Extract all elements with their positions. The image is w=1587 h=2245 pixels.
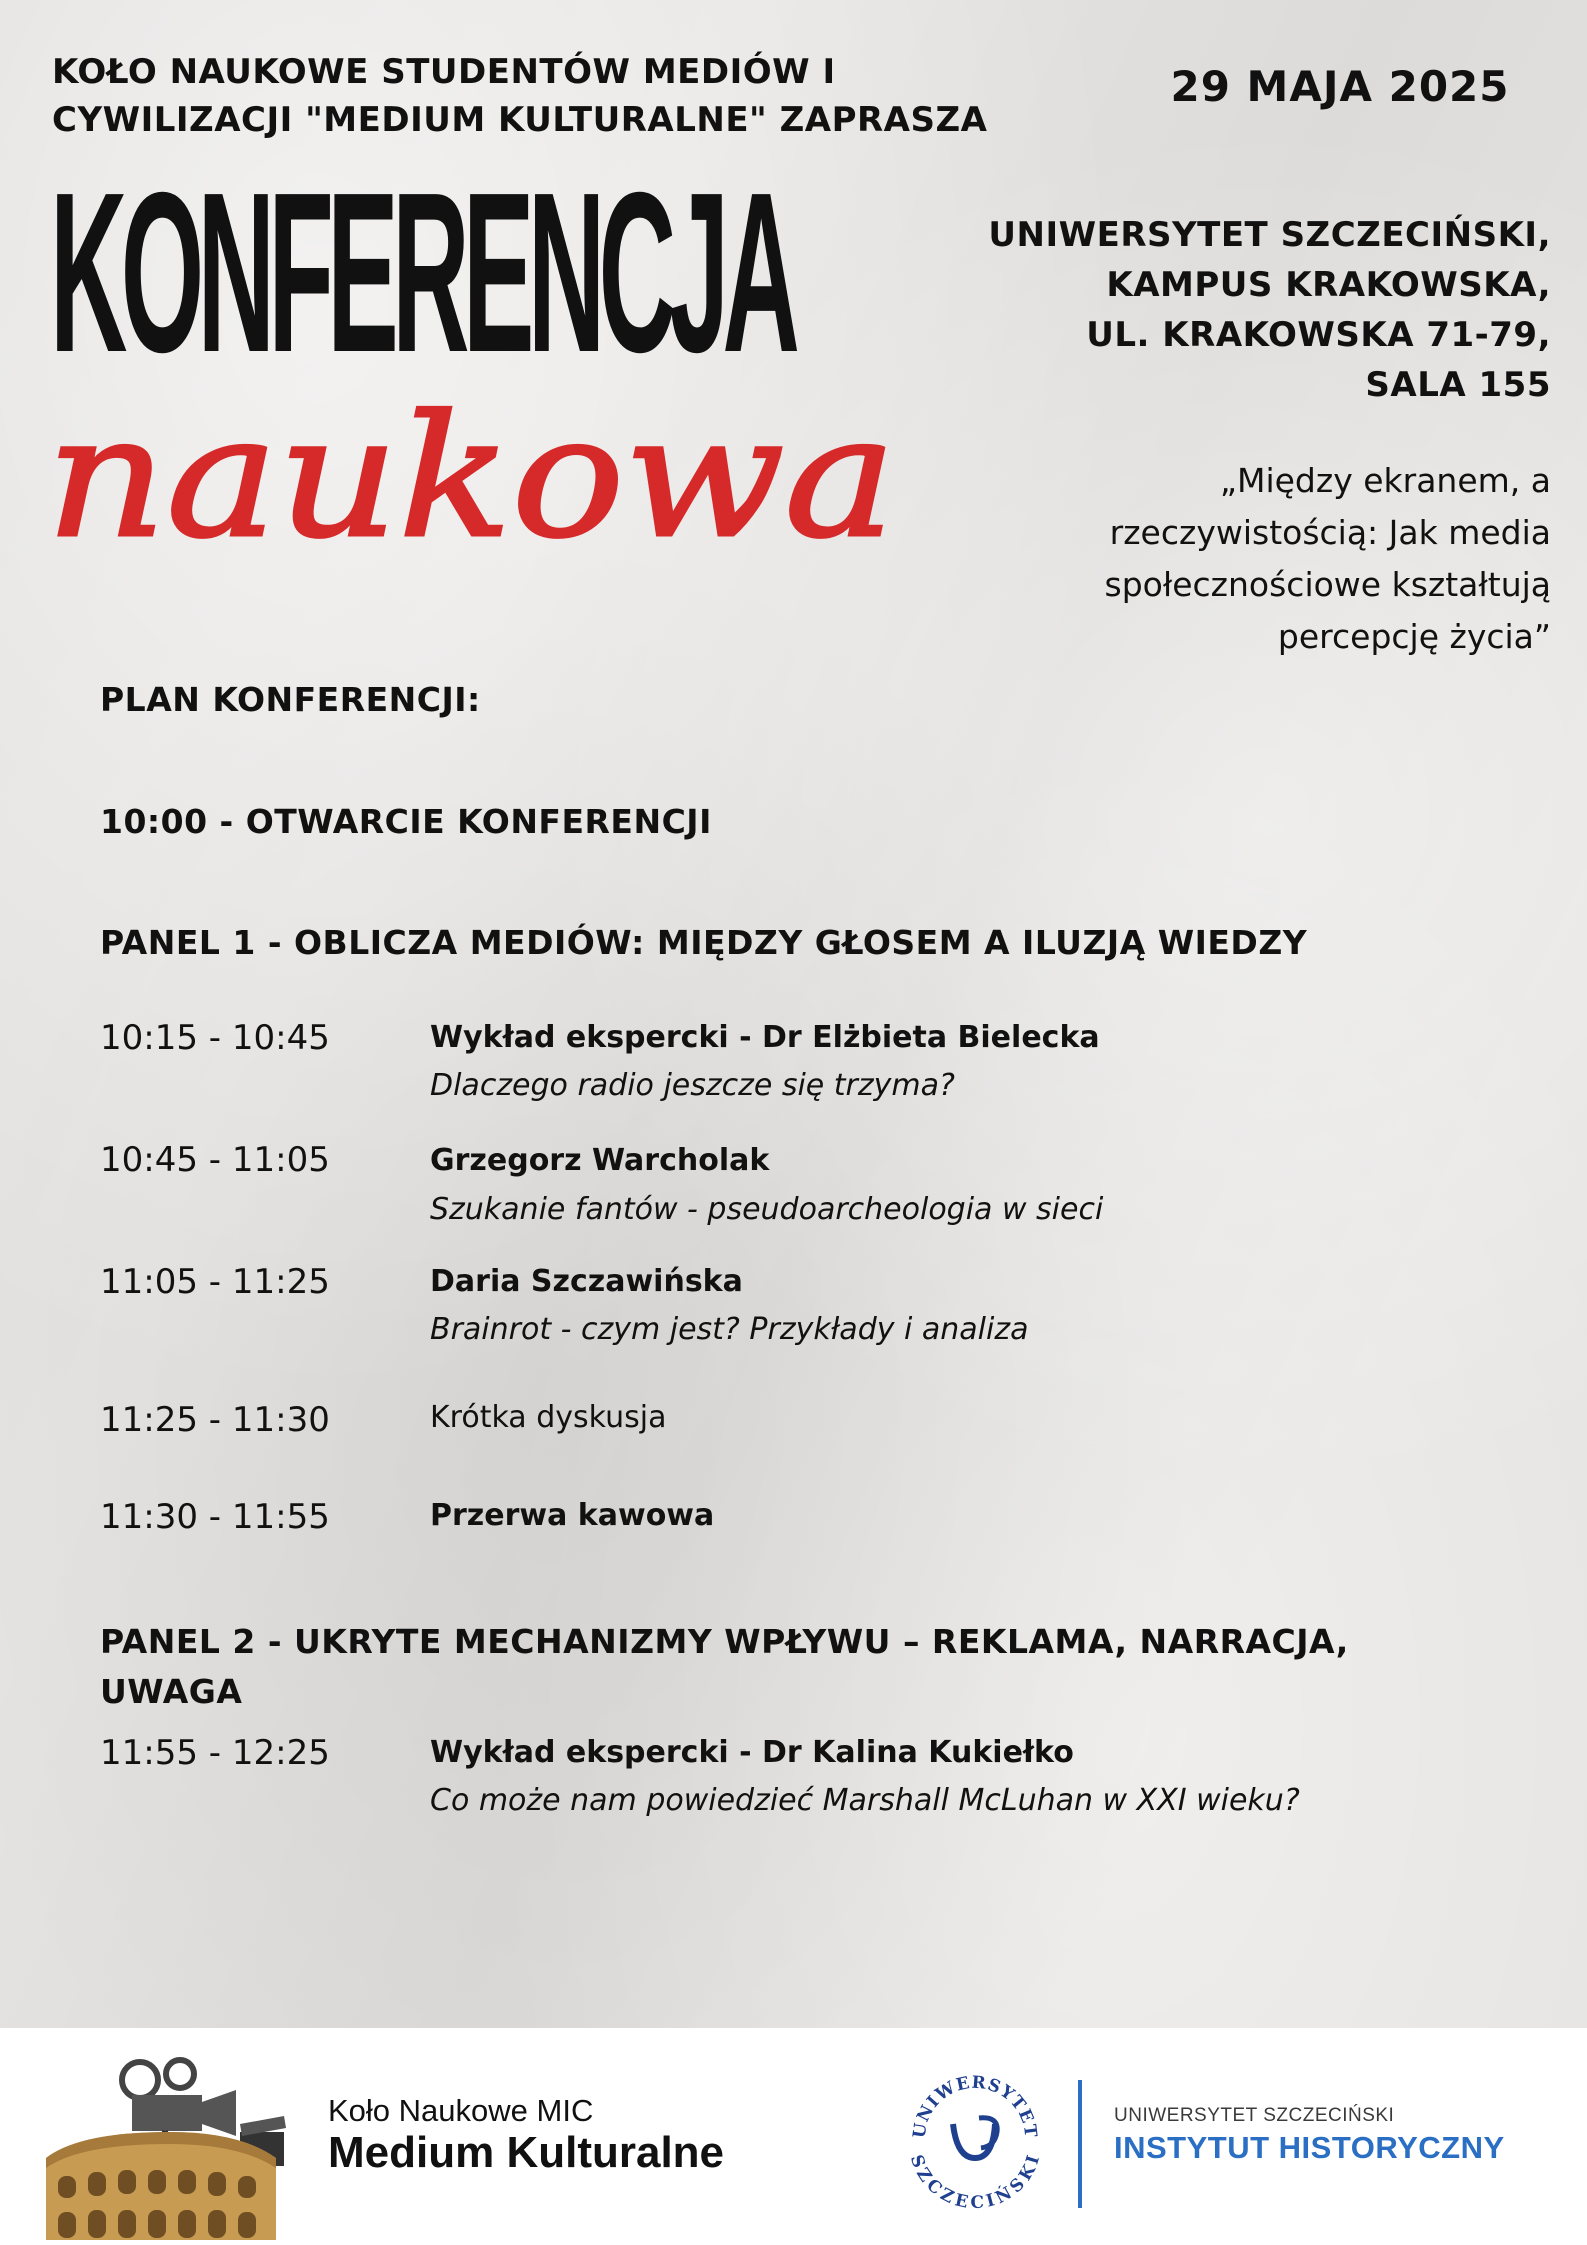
schedule-title: Wykład ekspercki - Dr Kalina Kukiełko [430,1735,1074,1770]
schedule-time: 11:55 - 12:25 [100,1733,330,1773]
colosseum-with-film-camera-icon [40,2040,302,2240]
address-line-1: UNIWERSYTET SZCZECIŃSKI, [988,215,1551,255]
title-main: KONFERENCJA [50,146,794,400]
seal-text-top: UNIWERSYTET [909,2072,1041,2140]
seal-text-bottom: SZCZECIŃSKI [905,2152,1045,2214]
organizer-line-1: KOŁO NAUKOWE STUDENTÓW MEDIÓW I [52,52,836,92]
title-script [40,385,920,595]
theme-line-3: społecznościowe kształtują [1104,565,1551,604]
address-line-3: UL. KRAKOWSKA 71-79, [1086,315,1551,355]
schedule-title: Przerwa kawowa [430,1498,715,1533]
panel-2-heading [100,1617,1540,1717]
plan-label: PLAN KONFERENCJI: [100,680,481,719]
schedule-title: Krótka dyskusja [430,1400,667,1435]
schedule-subtitle: Co może nam powiedzieć Marshall McLuhan w XXI wieku? [430,1783,1300,1818]
panel-2-heading-line-2: UWAGA [100,1672,243,1711]
schedule-title: Wykład ekspercki - Dr Elżbieta Bielecka [430,1020,1100,1055]
organizer-line-2: CYWILIZACJI "MEDIUM KULTURALNE" ZAPRASZA [52,100,988,140]
theme-line-1: „Między ekranem, a [1219,461,1551,500]
svg-text:UNIWERSYTET [910,2073,1041,2140]
schedule-subtitle: Dlaczego radio jeszcze się trzyma? [430,1068,955,1103]
svg-text:SZCZECIŃSKI [906,2152,1045,2213]
institute-name: INSTYTUT HISTORYCZNY [1114,2130,1505,2165]
schedule-time: 11:25 - 11:30 [100,1400,330,1440]
schedule-time: 11:05 - 11:25 [100,1262,330,1302]
schedule-subtitle: Brainrot - czym jest? Przykłady i analiza [430,1312,1029,1347]
university-seal-icon [905,2058,1045,2218]
schedule-subtitle: Szukanie fantów - pseudoarcheologia w sieci [430,1192,1104,1227]
address-line-4: SALA 155 [1365,365,1551,405]
footer-divider [1078,2080,1082,2208]
schedule-title: Daria Szczawińska [430,1264,743,1299]
title-script-text: naukowa [46,385,897,575]
schedule-time: 10:45 - 11:05 [100,1140,330,1180]
schedule-time: 10:15 - 10:45 [100,1018,330,1058]
theme-line-4: percepcję życia” [1277,617,1551,656]
venue-address [851,210,1551,410]
conference-theme [911,455,1551,663]
club-name-big: Medium Kulturalne [328,2128,725,2177]
theme-line-2: rzeczywistością: Jak media [1109,513,1551,552]
opening-heading: 10:00 - OTWARCIE KONFERENCJI [100,802,712,841]
university-name: UNIWERSYTET SZCZECIŃSKI [1114,2105,1395,2126]
address-line-2: KAMPUS KRAKOWSKA, [1106,265,1551,305]
panel-2-heading-line-1: PANEL 2 - UKRYTE MECHANIZMY WPŁYWU – REKLAMA, NARRACJA, [100,1622,1349,1661]
schedule-time: 11:30 - 11:55 [100,1497,330,1537]
panel-1-heading: PANEL 1 - OBLICZA MEDIÓW: MIĘDZY GŁOSEM A ILUZJĄ WIEDZY [100,923,1308,962]
schedule-title: Grzegorz Warcholak [430,1143,770,1178]
organizer-text [52,48,1082,144]
club-name-small: Koło Naukowe MIC [328,2093,594,2128]
event-date: 29 MAJA 2025 [1170,62,1510,111]
